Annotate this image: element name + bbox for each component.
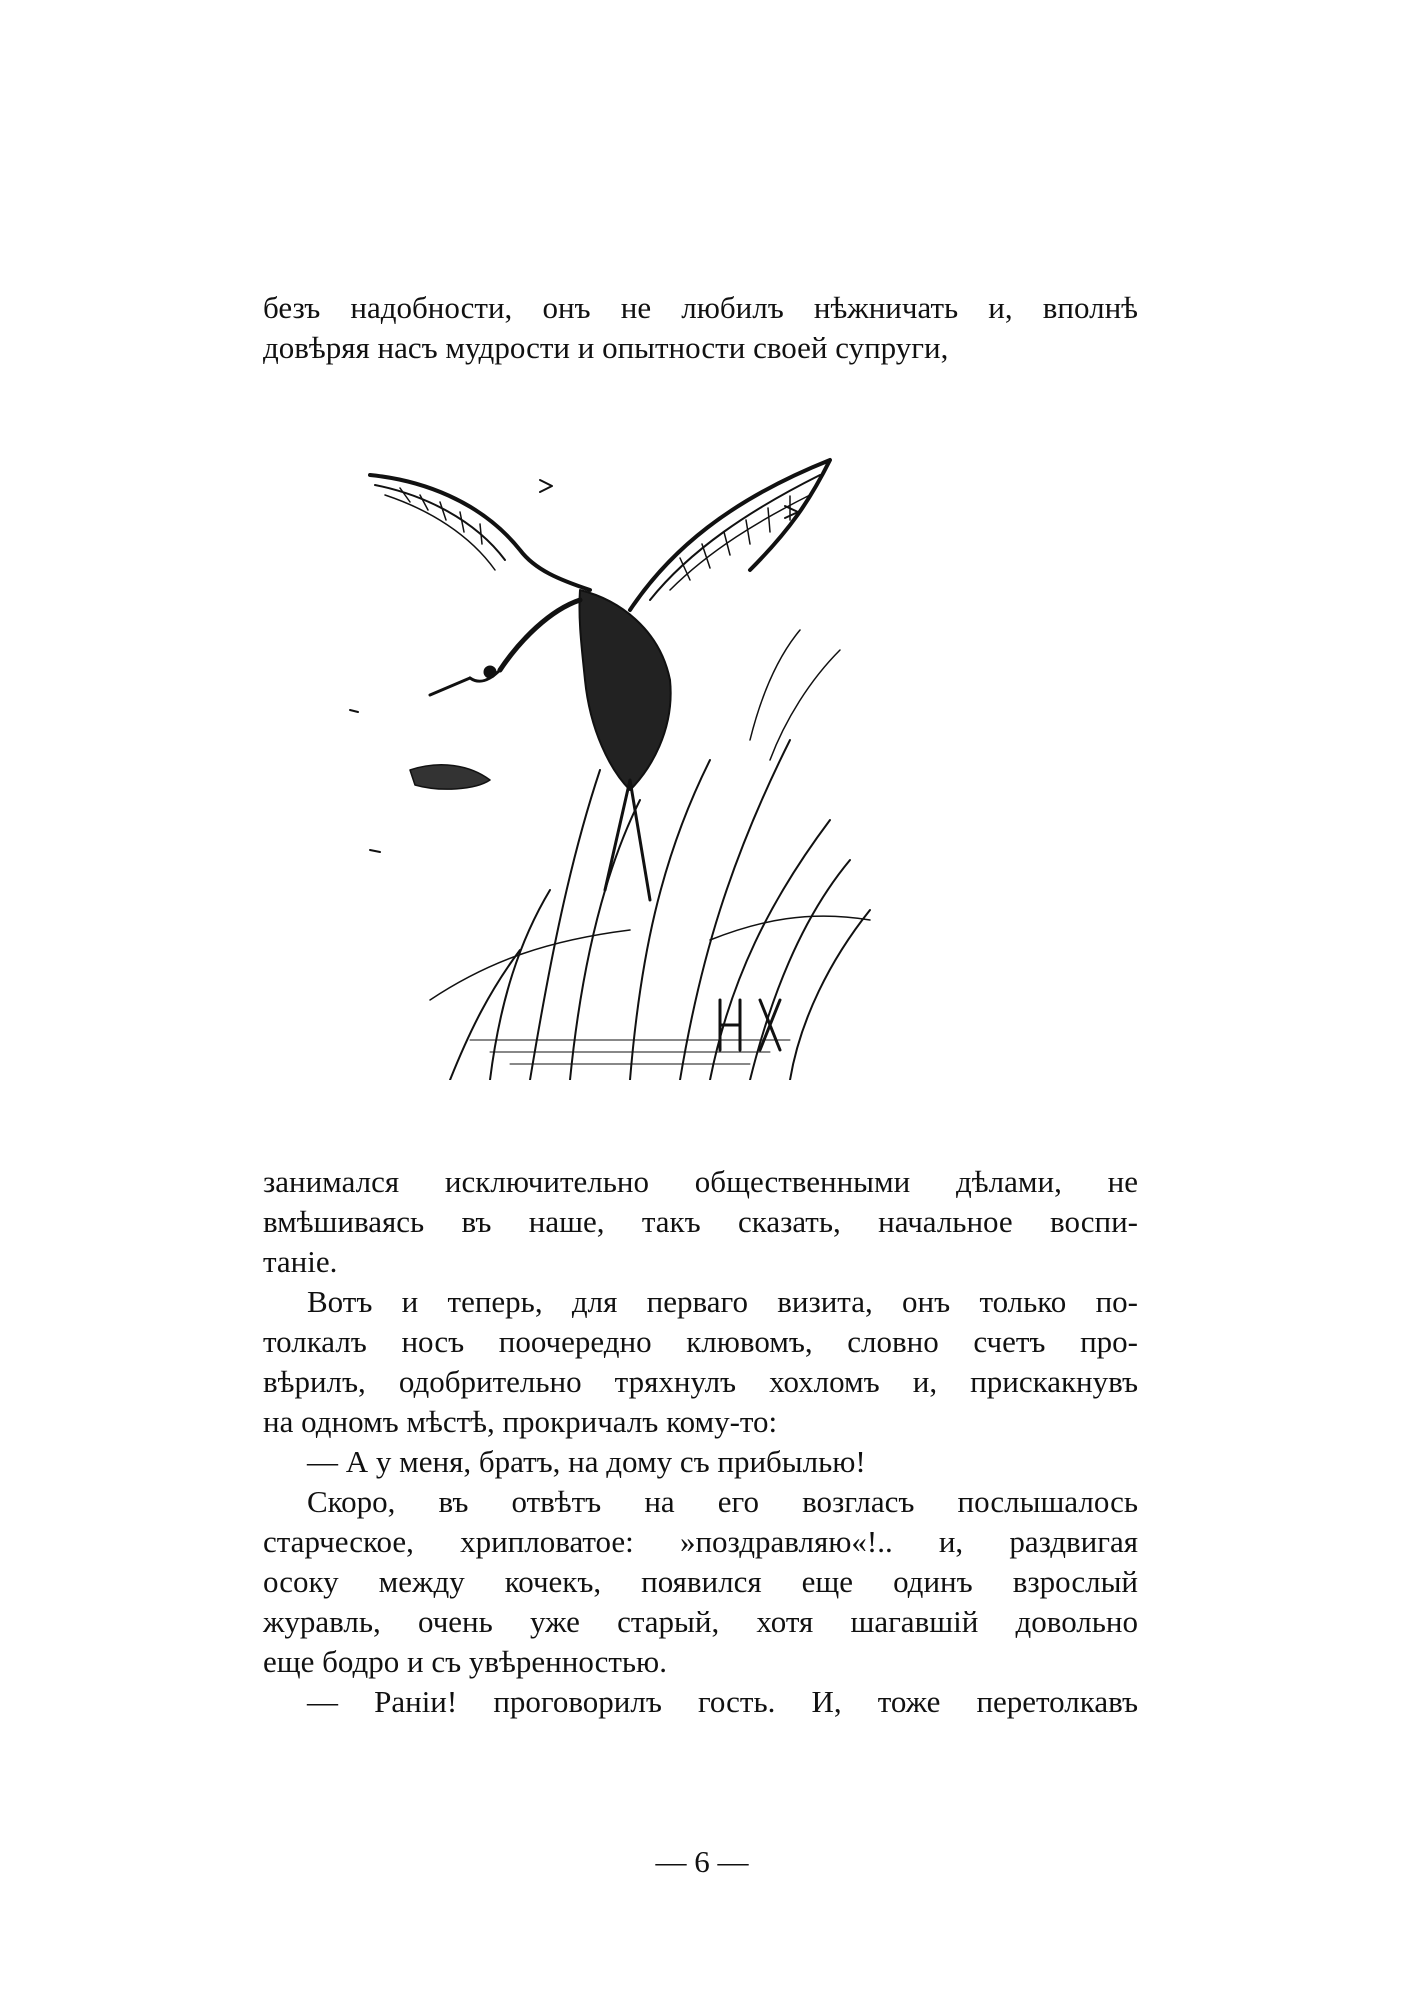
text-line: осоку между кочекъ, появился еще одинъ взрослый <box>263 1564 1138 1599</box>
text-line: толкалъ носъ поочередно клювомъ, словно счетъ про- <box>263 1324 1138 1359</box>
text-line: журавль, очень уже старый, хотя шагавшій довольно <box>263 1604 1138 1639</box>
text-line: Вотъ и теперь, для перваго визита, онъ только по- <box>307 1284 1138 1319</box>
text-line: вмѣшиваясь въ наше, такъ сказать, начальное воспи- <box>263 1204 1138 1239</box>
text-line: довѣряя насъ мудрости и опытности своей супруги, <box>263 330 949 365</box>
text-block-top <box>263 288 1138 368</box>
crane-illustration <box>330 440 1070 1080</box>
text-line: еще бодро и съ увѣренностью. <box>263 1644 667 1679</box>
text-line: — Раніи! проговорилъ гость. И, тоже перетолкавъ <box>307 1684 1138 1719</box>
text-line: вѣрилъ, одобрительно тряхнулъ хохломъ и, прискакнувъ <box>263 1364 1138 1399</box>
text-line: таніе. <box>263 1244 338 1279</box>
text-line: на одномъ мѣстѣ, прокричалъ кому-то: <box>263 1404 778 1439</box>
text-line: безъ надобности, онъ не любилъ нѣжничать и, вполнѣ <box>263 290 1138 325</box>
text-line: Скоро, въ отвѣтъ на его возгласъ послышалось <box>307 1484 1138 1519</box>
text-line: занимался исключительно общественными дѣлами, не <box>263 1164 1138 1199</box>
text-block-bottom <box>263 1162 1138 1722</box>
page-number: — 6 — <box>655 1844 749 1879</box>
text-line: — А у меня, братъ, на дому съ прибылью! <box>307 1444 866 1479</box>
text-line: старческое, хрипловатое: »поздравляю«!.. и, раздвигая <box>263 1524 1138 1559</box>
